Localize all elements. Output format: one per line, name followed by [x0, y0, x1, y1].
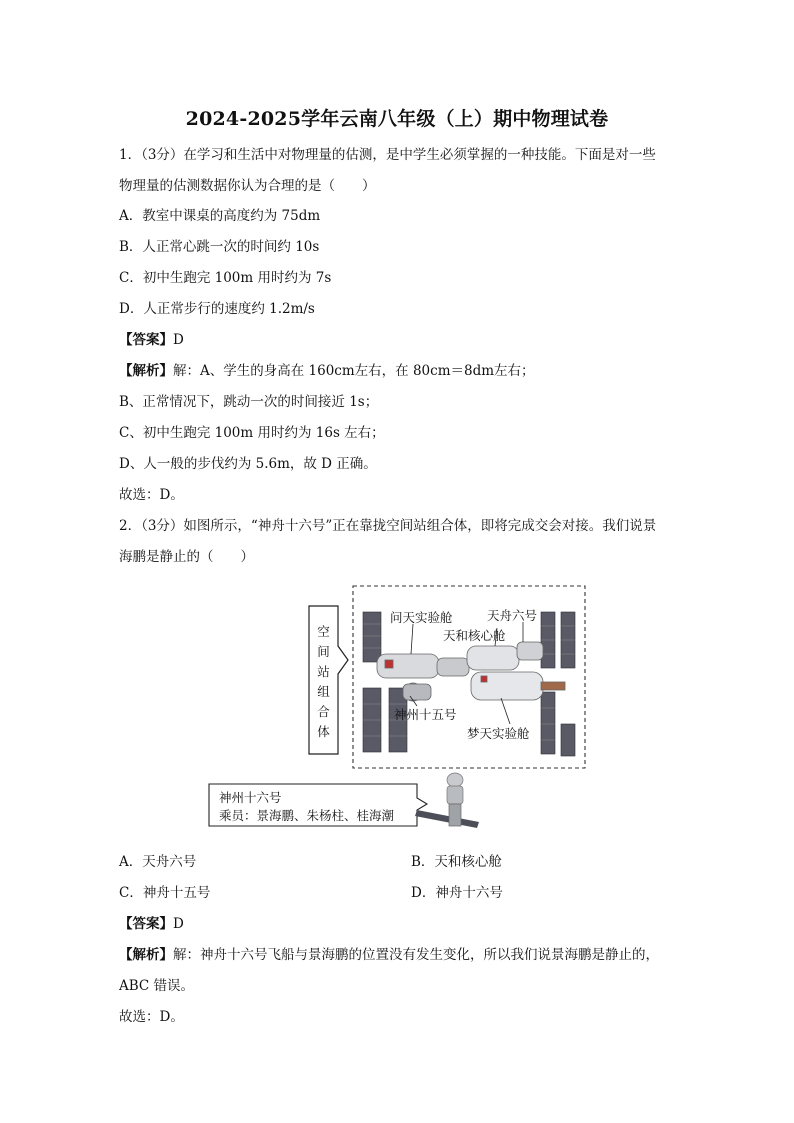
q1-answer: [119, 331, 184, 349]
q1-option-b: B．人正常心跳一次的时间约 10s: [119, 239, 320, 255]
label-tianzhou6: 天舟六号: [487, 608, 538, 623]
q1-option-d: D．人正常步行的速度约 1.2m/s: [119, 301, 315, 317]
q2-answer-label: 【答案】: [119, 916, 173, 932]
q2-answer-value: D: [173, 916, 184, 932]
q1-answer-label: 【答案】: [119, 332, 173, 348]
q2-stem-line2: 海鹏是静止的（ ）: [119, 549, 254, 565]
q2-analysis-label: 【解析】: [119, 947, 173, 963]
station-label-2: 间: [317, 644, 330, 659]
station-label-3: 站: [317, 664, 330, 679]
q1-stem-line2: 物理量的估测数据你认为合理的是（ ）: [119, 178, 376, 194]
page-title: 2024-2025学年云南八年级（上）期中物理试卷: [185, 108, 609, 130]
q2-option-d: D．神舟十六号: [411, 885, 503, 901]
q2-analysis-line1: [119, 946, 659, 964]
label-wentian: 问天实验舱: [390, 610, 453, 625]
q1-option-c: C．初中生跑完 100m 用时约为 7s: [119, 270, 332, 286]
space-station-figure: [205, 584, 589, 834]
label-shenzhou15: 神州十五号: [394, 707, 457, 722]
station-label-5: 合: [317, 704, 330, 719]
space-station-icon: [377, 642, 565, 701]
q1-conclusion: 故选：D。: [119, 487, 184, 503]
label-mengtian: 梦天实验舱: [467, 726, 530, 741]
box2-line2: 乘员：景海鹏、朱杨柱、桂海潮: [219, 808, 395, 823]
shenzhou16-callout-box: [209, 784, 427, 826]
q1-analysis-line2: B、正常情况下，跳动一次的时间接近 1s；: [119, 394, 379, 410]
q1-option-a: A．教室中课桌的高度约为 75dm: [119, 208, 321, 224]
q1-analysis-line3: C、初中生跑完 100m 用时约为 16s 左右；: [119, 425, 385, 441]
q1-analysis-line1: [119, 362, 535, 380]
shenzhou16-spacecraft-icon: [415, 773, 479, 828]
q2-analysis-text1: 解：神舟十六号飞船与景海鹏的位置没有发生变化，所以我们说景海鹏是静止的，: [173, 947, 659, 963]
station-label-6: 体: [317, 724, 330, 739]
q1-answer-value: D: [173, 332, 184, 348]
q1-analysis-line4: D、人一般的步伐约为 5.6m，故 D 正确。: [119, 456, 377, 472]
q1-analysis-label: 【解析】: [119, 363, 173, 379]
box2-line1: 神州十六号: [219, 790, 282, 805]
q1-analysis-text1: 解：A、学生的身高在 160cm左右，在 80cm＝8dm左右；: [173, 363, 535, 379]
q2-answer: [119, 915, 184, 933]
q2-stem-line1: 2．（3分）如图所示，“神舟十六号”正在靠拢空间站组合体，即将完成交会对接。我们说景: [119, 518, 657, 534]
q2-option-b: B．天和核心舱: [411, 854, 502, 870]
q2-conclusion: 故选：D。: [119, 1009, 184, 1025]
q2-analysis-line2: ABC 错误。: [119, 978, 195, 994]
q1-stem-line1: 1．（3分）在学习和生活中对物理量的估测，是中学生必须掌握的一种技能。下面是对一些: [119, 147, 656, 163]
station-label-4: 组: [317, 684, 330, 699]
label-tianhe: 天和核心舱: [443, 628, 506, 643]
q2-option-c: C．神舟十五号: [119, 885, 211, 901]
station-label-1: 空: [317, 624, 330, 639]
station-callout-box: [309, 606, 348, 754]
q2-option-a: A．天舟六号: [119, 854, 197, 870]
